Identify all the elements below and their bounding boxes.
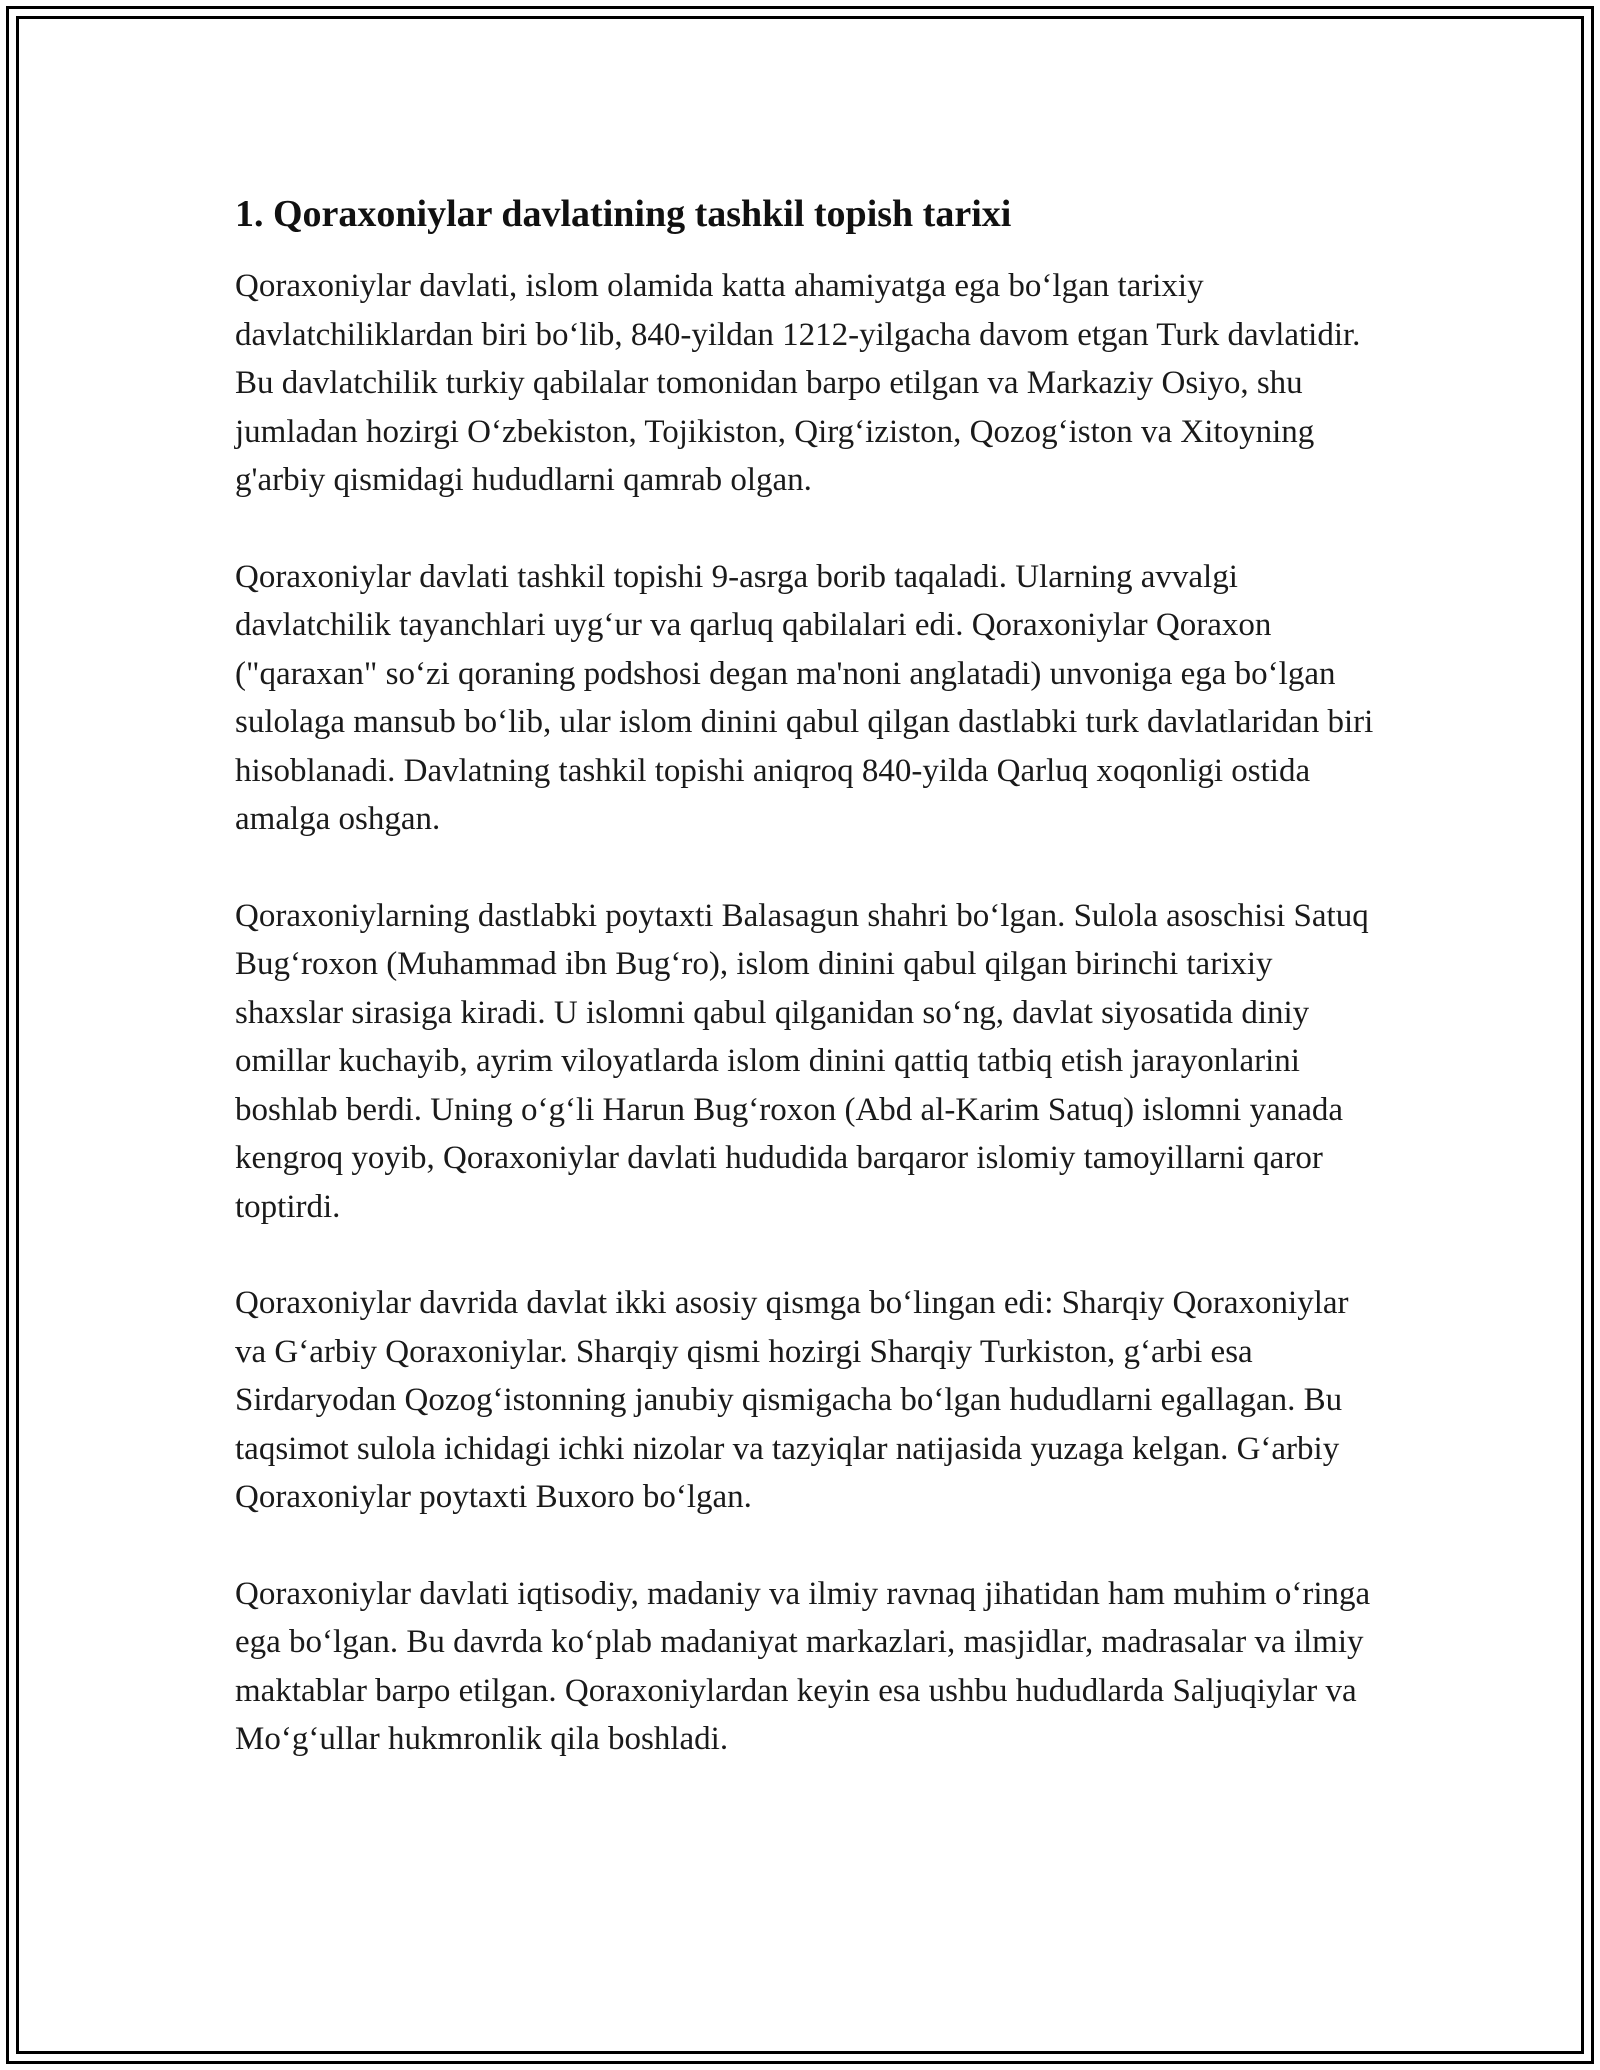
paragraph-5: Qoraxoniylar davlati iqtisodiy, madaniy va ilmiy ravnaq jihatidan ham muhim o‘ringa ega bo‘lgan. Bu davrda ko‘plab madaniyat markazlari, masjidlar, madrasalar va ilmiy maktablar barpo etilgan. Qoraxoniylardan keyin esa ushbu hududlarda Saljuqiylar va Mo‘g‘ullar hukmronlik qila boshladi. <box>235 1575 1371 1757</box>
paragraph-2: Qoraxoniylar davlati tashkil topishi 9-asrga borib taqaladi. Ularning avvalgi davlatchilik tayanchlari uyg‘ur va qarluq qabilalari edi. Qoraxoniylar Qoraxon ("qaraxan" so‘zi qoraning podshosi degan ma'noni anglatadi) unvoniga ega bo‘lgan sulolaga mansub bo‘lib, ular islom dinini qabul qilgan dastlabki turk davlatlaridan biri hisoblanadi. Davlatning tashkil topishi aniqroq 840-yilda Qarluq xoqonligi ostida amalga oshgan. <box>235 558 1374 837</box>
paragraph-1: Qoraxoniylar davlati, islom olamida katta ahamiyatga ega bo‘lgan tarixiy davlatchiliklardan biri bo‘lib, 840-yildan 1212-yilgacha davom etgan Turk davlatidir. Bu davlatchilik turkiy qabilalar tomonidan barpo etilgan va Markaziy Osiyo, shu jumladan hozirgi O‘zbekiston, Tojikiston, Qirg‘iziston, Qozog‘iston va Xitoyning g'arbiy qismidagi hududlarni qamrab olgan. <box>235 268 1361 498</box>
paragraph-4: Qoraxoniylar davrida davlat ikki asosiy qismga bo‘lingan edi: Sharqiy Qoraxoniylar va G‘arbiy Qoraxoniylar. Sharqiy qismi hozirgi Sharqiy Turkiston, g‘arbi esa Sirdaryodan Qozog‘istonning janubiy qismigacha bo‘lgan hududlarni egallagan. Bu taqsimot sulola ichidagi ichki nizolar va tazyiqlar natijasida yuzaga kelgan. G‘arbiy Qoraxoniylar poytaxti Buxoro bo‘lgan. <box>235 1285 1349 1515</box>
paragraph-3: Qoraxoniylarning dastlabki poytaxti Balasagun shahri bo‘lgan. Sulola asoschisi Satuq Bug‘roxon (Muhammad ibn Bug‘ro), islom dinini qabul qilgan birinchi tarixiy shaxslar sirasiga kiradi. U islomni qabul qilganidan so‘ng, davlat siyosatida diniy omillar kuchayib, ayrim viloyatlarda islom dinini qattiq tatbiq etish jarayonlarini boshlab berdi. Uning o‘g‘li Harun Bug‘roxon (Abd al-Karim Satuq) islomni yanada kengroq yoyib, Qoraxoniylar davlati hududida barqaror islomiy tamoyillarni qaror toptirdi. <box>235 897 1369 1225</box>
document-body <box>235 190 1375 1764</box>
document-title: 1. Qoraxoniylar davlatining tashkil topish tarixi <box>235 193 1012 235</box>
